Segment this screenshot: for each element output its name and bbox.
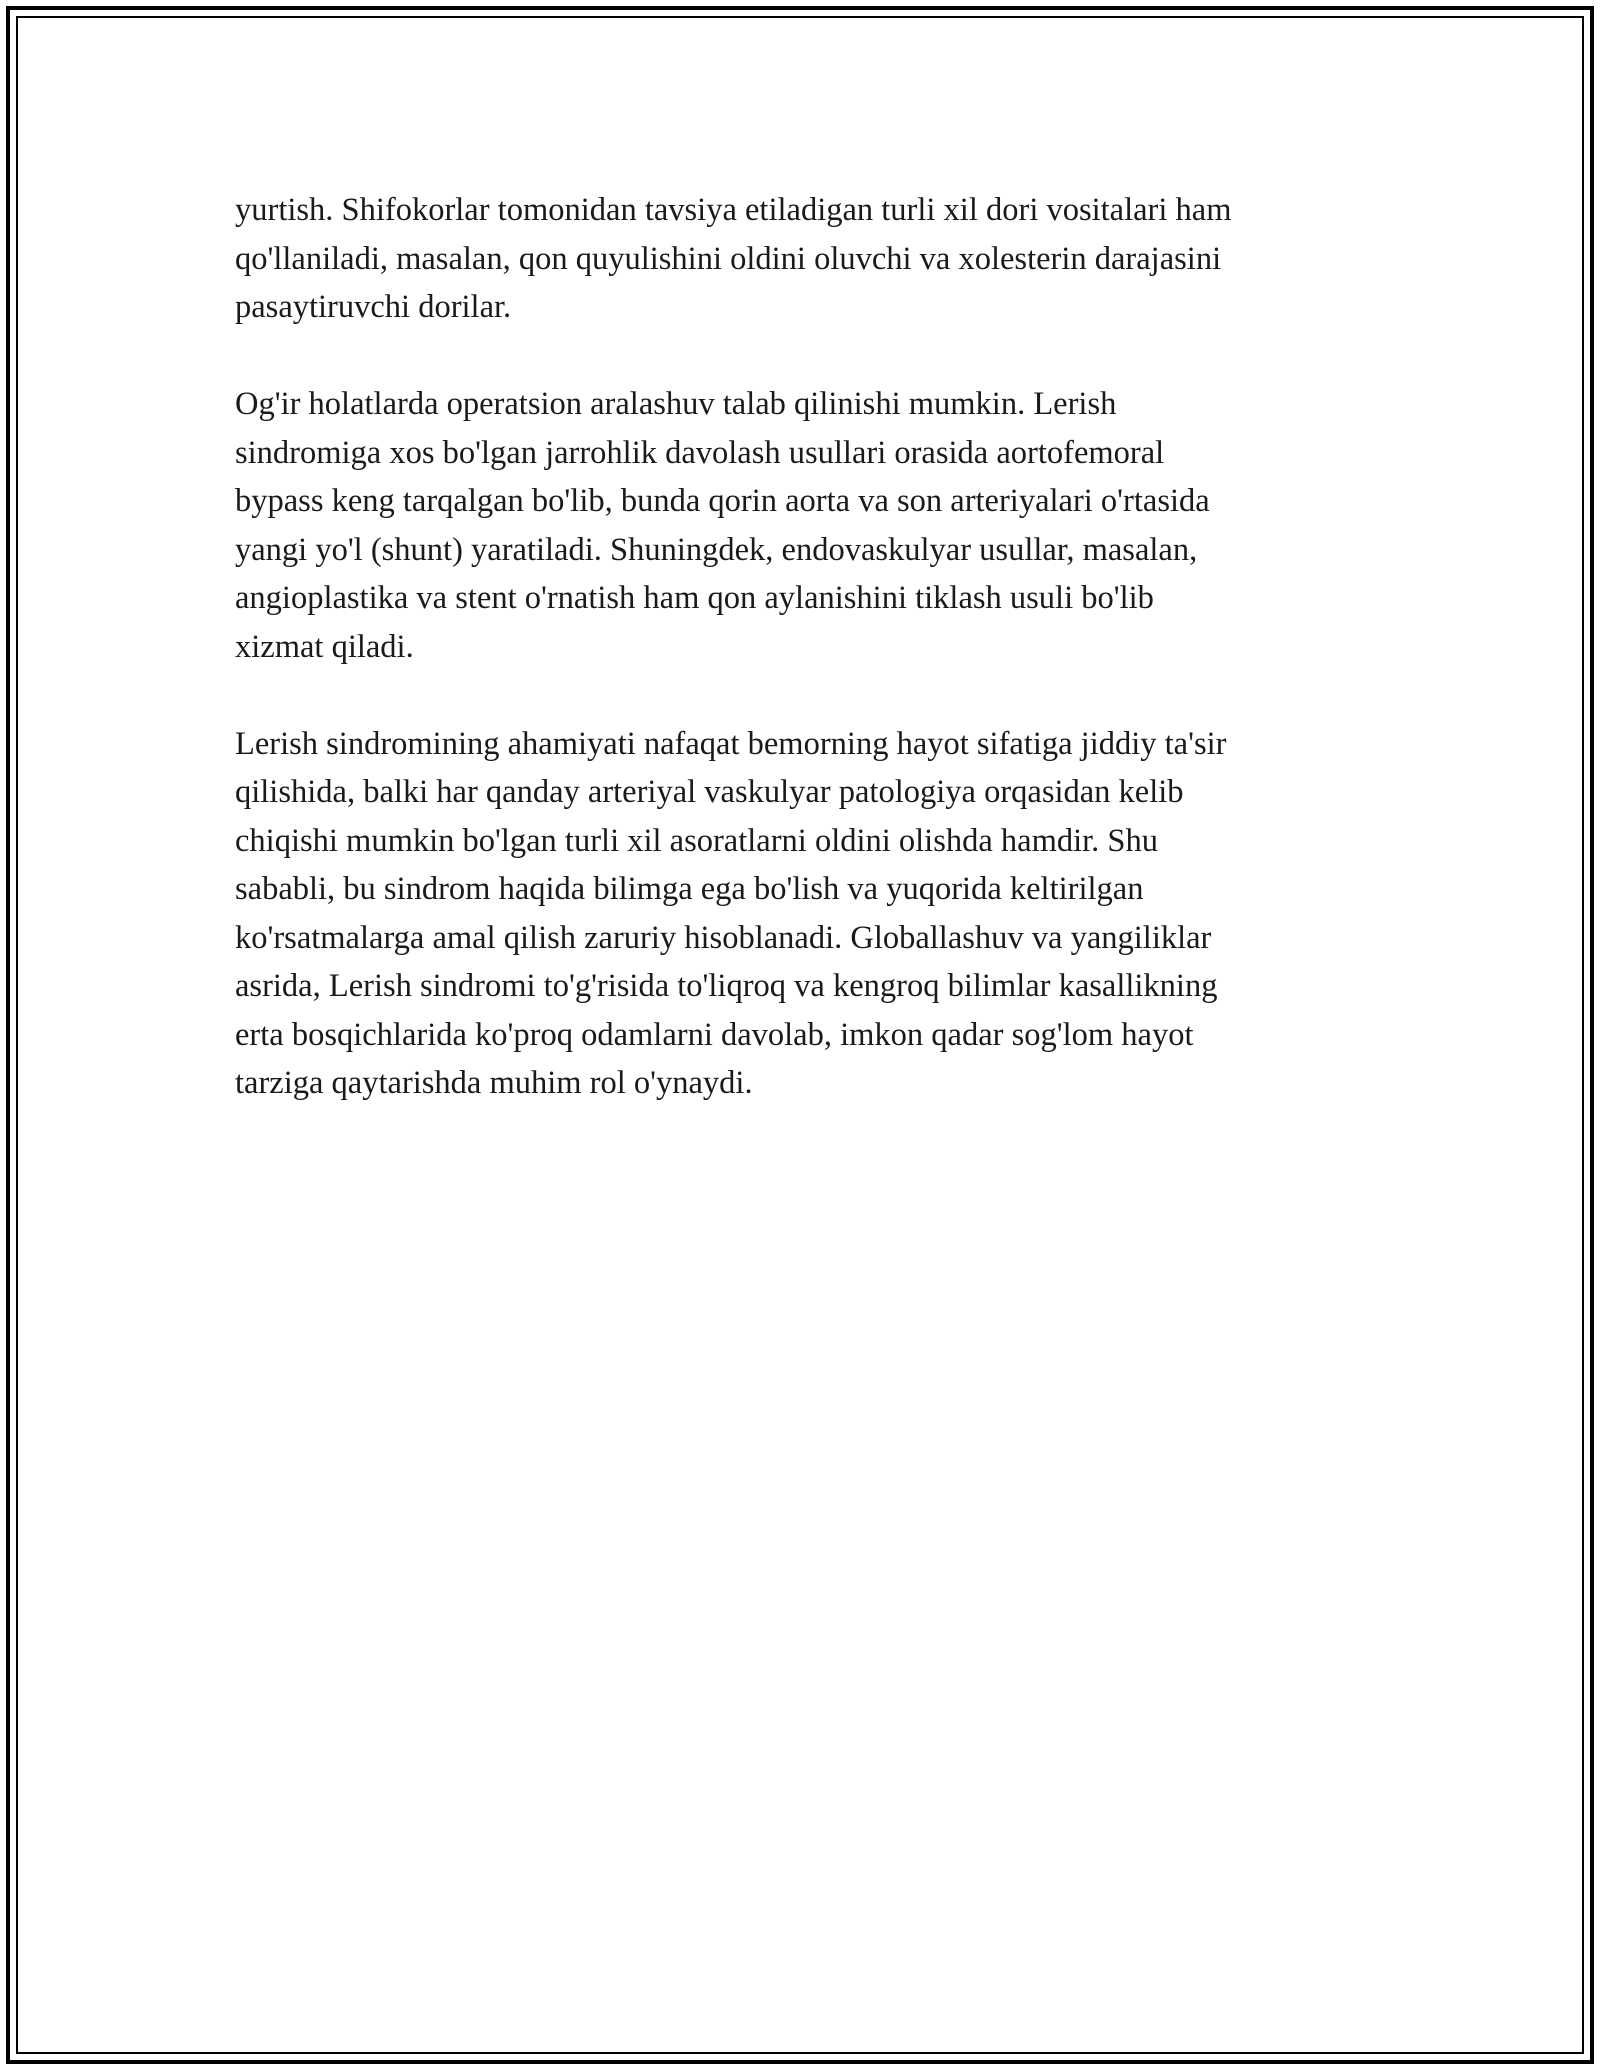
document-body: [235, 186, 1375, 1156]
text-line: asrida, Lerish sindromi to'g'risida to'liqroq va kengroq bilimlar kasallikning: [235, 968, 1218, 1004]
text-line: bypass keng tarqalgan bo'lib, bunda qorin aorta va son arteriyalari o'rtasida: [235, 483, 1210, 519]
paragraph-3: [235, 720, 1375, 1108]
paragraph-1: [235, 186, 1375, 332]
text-line: Og'ir holatlarda operatsion aralashuv talab qilinishi mumkin. Lerish: [235, 386, 1117, 422]
text-line: xizmat qiladi.: [235, 628, 414, 665]
text-line: pasaytiruvchi dorilar.: [235, 289, 512, 325]
text-line: yurtish. Shifokorlar tomonidan tavsiya etiladigan turli xil dori vositalari ham: [235, 192, 1232, 228]
text-line: yangi yo'l (shunt) yaratiladi. Shuningdek, endovaskulyar usullar, masalan,: [235, 531, 1198, 568]
text-line: Lerish sindromining ahamiyati nafaqat bemorning hayot sifatiga jiddiy ta'sir: [235, 725, 1227, 762]
text-line: ko'rsatmalarga amal qilish zaruriy hisoblanadi. Globallashuv va yangiliklar: [235, 919, 1212, 956]
paragraph-2: [235, 380, 1375, 671]
text-line: tarziga qaytarishda muhim rol o'ynaydi.: [235, 1065, 753, 1101]
text-line: erta bosqichlarida ko'proq odamlarni davolab, imkon qadar sog'lom hayot: [235, 1016, 1194, 1053]
text-line: qilishida, balki har qanday arteriyal vaskulyar patologiya orqasidan kelib: [235, 774, 1184, 810]
text-line: qo'llaniladi, masalan, qon quyulishini oldini oluvchi va xolesterin darajasini: [235, 240, 1222, 277]
text-line: chiqishi mumkin bo'lgan turli xil asoratlarni oldini olishda hamdir. Shu: [235, 822, 1158, 859]
text-line: sababli, bu sindrom haqida bilimga ega bo'lish va yuqorida keltirilgan: [235, 871, 1144, 907]
text-line: angioplastika va stent o'rnatish ham qon aylanishini tiklash usuli bo'lib: [235, 580, 1154, 616]
text-line: sindromiga xos bo'lgan jarrohlik davolash usullari orasida aortofemoral: [235, 434, 1165, 471]
